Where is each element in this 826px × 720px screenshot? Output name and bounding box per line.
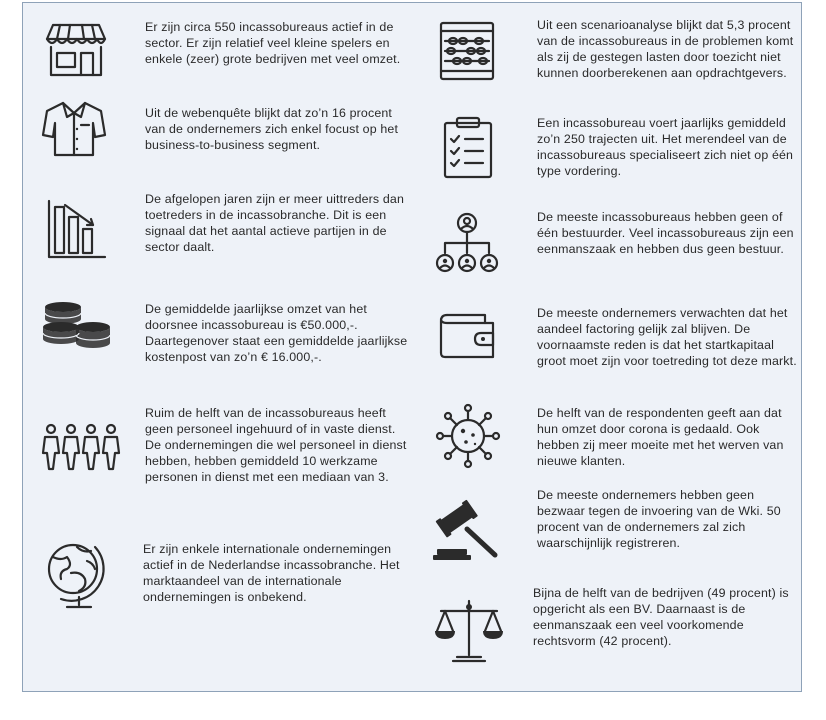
item-text: Ruim de helft van de incassobureaus heeft geen personeel ingehuurd of in vaste dienst. De ondernemingen die wel personeel in dienst hebben, hebben gemiddeld 10 werkzame personen in dienst met een mediaan van 3. [145,406,407,485]
item-text: De gemiddelde jaarlijkse omzet van het doorsnee incassobureau is €50.000,-. Daartegenover staat een gemiddelde jaarlijkse kostenpost van zo’n € 16.000,-. [145,302,408,365]
item-text: De helft van de respondenten geeft aan dat hun omzet door corona is gedaald. Ook hebben zij meer moeite met het werven van nieuwe klanten. [537,406,784,469]
item-text: De meeste ondernemers hebben geen bezwaar tegen de invoering van de Wki. 50 procent van de ondernemers zal zich waarschijnlijk registreren. [537,488,781,551]
item-text: Uit de webenquête blijkt dat zo’n 16 procent van de ondernemers zich enkel focust op het business-to-business segment. [145,106,399,153]
abacus-icon [437,19,497,83]
item-text: De meeste ondernemers verwachten dat het aandeel factoring gelijk zal blijven. De voornaamste reden is dat het startkapitaal groot moet zijn voor toetreding tot deze markt. [537,306,797,369]
gavel-icon [431,499,505,563]
org-chart-icon [435,211,499,277]
people-group-icon [41,423,121,473]
item-text: De afgelopen jaren zijn er meer uittreders dan toetreders in de incassobranche. Dit is een signaal dat het aantal actieve partijen in de sector daalt. [145,192,404,255]
item-text: Er zijn enkele internationale ondernemingen actief in de Nederlandse incassobranche. Het marktaandeel van de internationale ondernemingen is onbekend. [143,542,400,605]
virus-icon [433,401,503,471]
globe-icon [41,539,111,613]
declining-bar-chart-icon [45,199,107,261]
item-text: Een incassobureau voert jaarlijks gemiddeld zo’n 250 trajecten uit. Het merendeel van de incassobureaus specialiseert zich niet op één type vordering. [537,116,794,179]
shirt-icon [41,99,107,159]
item-text: De meeste incassobureaus hebben geen of één bestuurder. Veel incassobureaus zijn een eenmanszaak en hebben dus geen bestuur. [537,210,794,257]
infographic-panel [22,2,802,692]
item-text: Bijna de helft van de bedrijven (49 procent) is opgericht als een BV. Daarnaast is de eenmanszaak een veel voorkomende rechtsvorm (42 procent). [533,586,789,649]
shop-icon [43,21,109,81]
item-text: Uit een scenarioanalyse blijkt dat 5,3 procent van de incassobureaus in de problemen komt als zij de gestegen lasten door toezicht niet kunnen doorberekenen aan opdrachtgevers. [537,18,794,81]
coins-icon [41,299,113,351]
clipboard-checklist-icon [441,115,497,179]
wallet-icon [437,309,501,361]
scales-icon [433,597,505,663]
item-text: Er zijn circa 550 incassobureaus actief in de sector. Er zijn relatief veel kleine spelers en enkele (zeer) grote bedrijven met veel omzet. [145,20,401,67]
